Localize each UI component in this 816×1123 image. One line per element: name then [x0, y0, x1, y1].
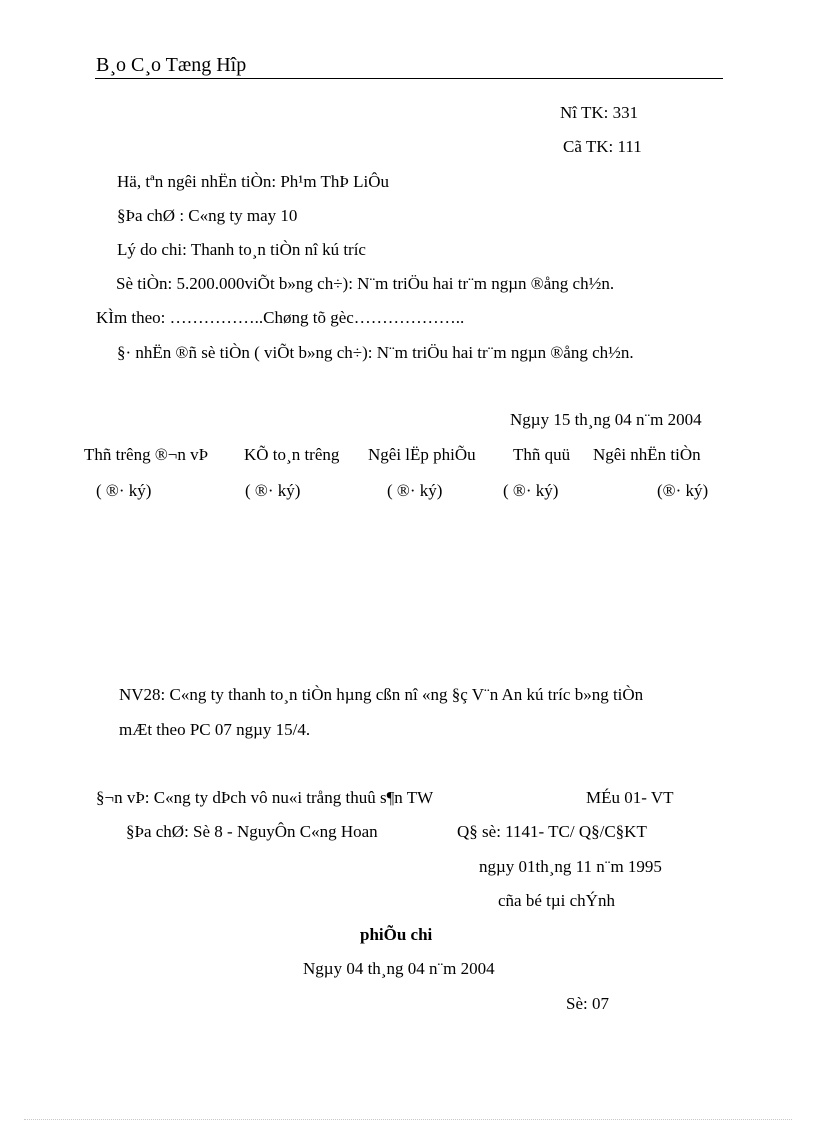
transaction-line-2: mÆt theo PC 07 ngµy 15/4. — [119, 720, 311, 739]
recipient-line: Hä, tªn ngêi nhËn tiÒn: Ph¹m ThÞ LiÔu — [117, 172, 390, 191]
signature-title-director: Thñ trêng ®¬n vÞ — [84, 445, 209, 464]
signature-note-director: ( ®· ký) — [96, 481, 152, 500]
attachments-line: KÌm theo: ……………..Chøng tõ gèc……………….. — [96, 308, 465, 327]
signature-note-cashier: ( ®· ký) — [503, 481, 559, 500]
signature-note-preparer: ( ®· ký) — [387, 481, 443, 500]
voucher-number: Sè: 07 — [566, 994, 609, 1013]
address-line: §Þa chØ : C«ng ty may 10 — [117, 206, 298, 225]
signature-title-cashier: Thñ quü — [513, 445, 571, 464]
form-title: phiÕu chi — [360, 925, 433, 944]
voucher-date: Ngµy 15 th¸ng 04 n¨m 2004 — [510, 410, 702, 429]
signature-note-receiver: (®· ký) — [657, 481, 709, 500]
signature-title-preparer: Ngêi lËp phiÕu — [368, 445, 476, 464]
report-header-title: B¸o C¸o Tæng Hîp — [96, 54, 247, 76]
decision-line: Q§ sè: 1141- TC/ Q§/C§KT — [457, 822, 647, 841]
decision-date: ngµy 01th¸ng 11 n¨m 1995 — [479, 857, 662, 876]
issuer-line: cña bé tµi chÝnh — [498, 891, 615, 910]
form-date: Ngµy 04 th¸ng 04 n¨m 2004 — [303, 959, 495, 978]
form-code: MÉu 01- VT — [586, 788, 674, 807]
page-bottom-divider — [24, 1119, 792, 1120]
signature-title-chief-accountant: KÕ to¸n trêng — [244, 445, 340, 464]
transaction-line-1: NV28: C«ng ty thanh to¸n tiÒn hµng cßn nî «ng §ç V¨n An kú tríc b»ng tiÒn — [119, 685, 644, 704]
header-divider — [95, 78, 723, 79]
unit-line: §¬n vÞ: C«ng ty dÞch vô nu«i trång thuû s¶n TW — [96, 788, 434, 807]
received-amount-line: §· nhËn ®ñ sè tiÒn ( viÕt b»ng ch÷): N¨m triÖu hai tr¨m ngµn ®ång ch½n. — [117, 343, 634, 362]
bottom-address-line: §Þa chØ: Sè 8 - NguyÔn C«ng Hoan — [126, 822, 378, 841]
debit-account: Nî TK: 331 — [560, 103, 639, 122]
amount-line: Sè tiÒn: 5.200.000viÕt b»ng ch÷): N¨m triÖu hai tr¨m ngµn ®ång ch½n. — [116, 274, 615, 293]
signature-title-receiver: Ngêi nhËn tiÒn — [593, 445, 701, 464]
reason-line: Lý do chi: Thanh to¸n tiÒn nî kú tríc — [117, 240, 366, 259]
signature-note-chief-accountant: ( ®· ký) — [245, 481, 301, 500]
credit-account: Cã TK: 111 — [563, 137, 642, 156]
